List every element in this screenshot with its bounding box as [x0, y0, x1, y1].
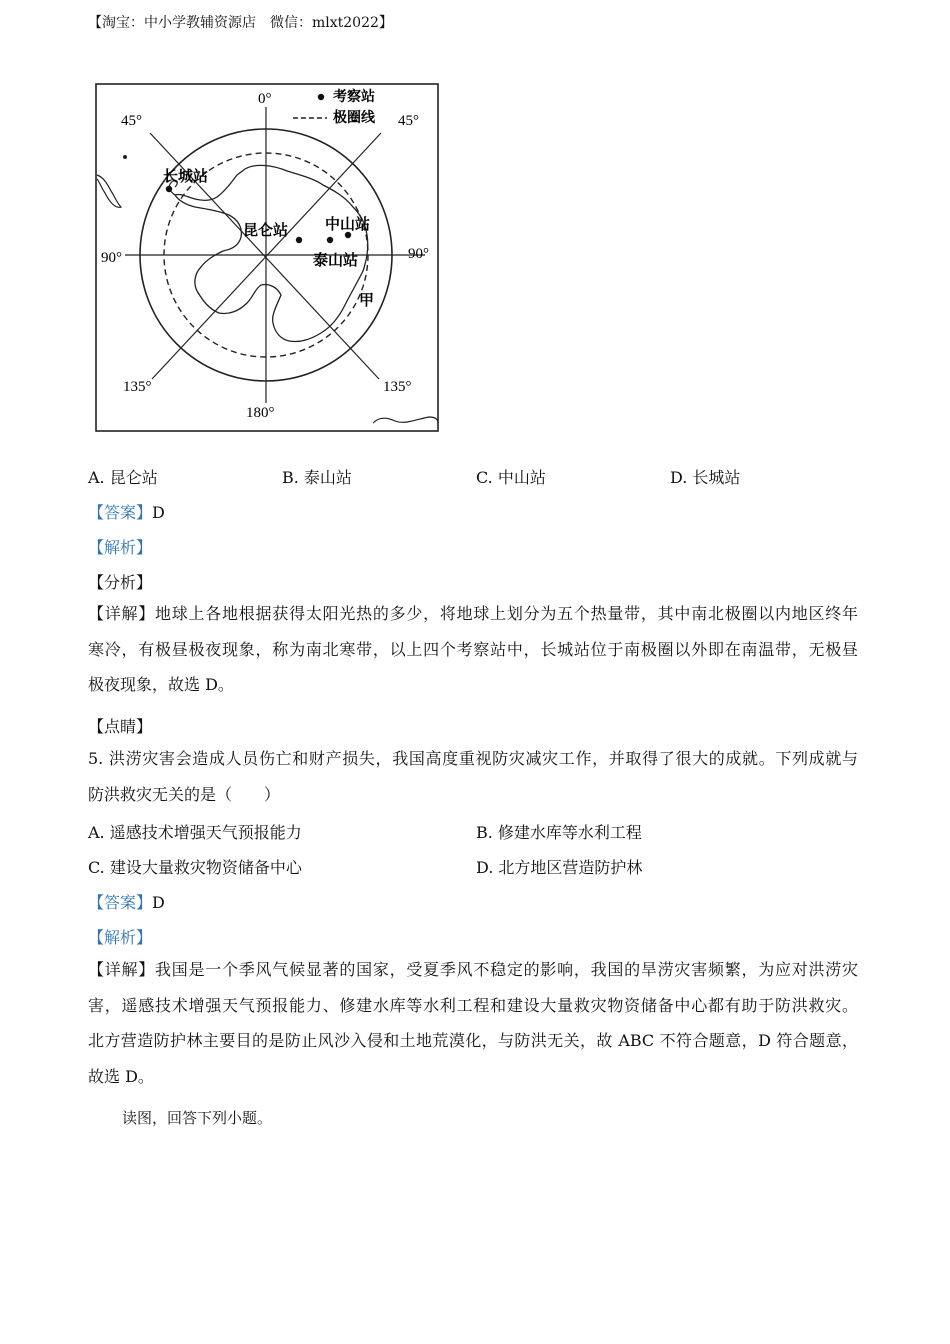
q5-answer-label: 【答案】 — [88, 893, 153, 912]
q5-detail-line-1: 【详解】我国是一个季风气候显著的国家，受夏季风不稳定的影响，我国的旱涝灾害频繁，为应对洪涝灾 — [88, 960, 858, 979]
next-question-prompt: 读图，回答下列小题。 — [122, 1109, 273, 1127]
kunlun-label: 昆仑站 — [243, 221, 289, 239]
q4-option-c: C. 中山站 — [476, 468, 546, 487]
station-dot-changcheng — [166, 186, 172, 192]
q4-detail-line-3: 极夜现象，故选 D。 — [88, 675, 234, 694]
q5-option-d: D. 北方地区营造防护林 — [476, 858, 643, 877]
page-header: 【淘宝：中小学教辅资源店 微信：mlxt2022】 — [88, 15, 393, 31]
q4-dianjing-label: 【点睛】 — [88, 717, 153, 736]
lon-45-right-label: 45° — [398, 113, 419, 129]
antarctica-map — [95, 83, 439, 432]
station-dot-kunlun — [296, 237, 302, 243]
q4-analysis-label: 【解析】 — [88, 538, 153, 557]
legend-circle-label: 极圈线 — [333, 110, 375, 126]
lon-135-right-label: 135° — [383, 379, 412, 395]
lon-90-left-label: 90° — [101, 250, 122, 266]
q5-analysis-label: 【解析】 — [88, 928, 153, 947]
taishan-label: 泰山站 — [313, 251, 359, 269]
legend-station-label: 考察站 — [333, 89, 375, 105]
q4-detail-line-2: 寒冷，有极昼极夜现象，称为南北寒带，以上四个考察站中，长城站位于南极圈以外即在南温带，无极昼 — [88, 639, 858, 659]
q5-stem-line-2: 防洪救灾无关的是（ ） — [88, 784, 281, 804]
lon-0-label: 0° — [258, 91, 272, 107]
q4-fenxi-label: 【分析】 — [88, 573, 153, 592]
lon-180-label: 180° — [246, 405, 275, 421]
zhongshan-label: 中山站 — [325, 215, 371, 233]
lon-45-left-label: 45° — [121, 113, 142, 129]
q4-option-d: D. 长城站 — [670, 468, 741, 487]
q4-option-b: B. 泰山站 — [282, 468, 352, 487]
q5-stem — [88, 741, 858, 812]
q5-detail-line-3: 北方营造防护林主要目的是防止风沙入侵和土地荒漠化，与防洪无关，故 ABC 不符合题意，D 符合题意， — [88, 1031, 858, 1050]
q5-stem-line-1: 5. 洪涝灾害会造成人员伤亡和财产损失，我国高度重视防灾减灾工作，并取得了很大的成就。下列成就与 — [88, 749, 858, 768]
q4-detail — [88, 596, 858, 703]
station-dot-taishan — [327, 237, 333, 243]
q4-answer-label: 【答案】 — [88, 503, 153, 522]
lon-135-left-label: 135° — [123, 379, 152, 395]
q5-option-b: B. 修建水库等水利工程 — [476, 823, 642, 842]
q5-detail — [88, 952, 858, 1094]
q4-detail-line-1: 【详解】地球上各地根据获得太阳光热的多少，将地球上划分为五个热量带，其中南北极圈以内地区终年 — [88, 604, 858, 623]
q5-detail-line-4: 故选 D。 — [88, 1066, 154, 1086]
q5-option-c: C. 建设大量救灾物资储备中心 — [88, 858, 302, 877]
q5-option-a: A. 遥感技术增强天气预报能力 — [88, 823, 302, 842]
q5-answer — [88, 890, 165, 913]
q4-answer-value: D — [152, 503, 165, 522]
q4-answer — [88, 500, 165, 523]
q4-option-a: A. 昆仑站 — [88, 468, 158, 487]
legend-station-dot — [318, 94, 324, 100]
jia-label: 甲 — [359, 291, 375, 309]
q5-detail-line-2: 害，遥感技术增强天气预报能力、修建水库等水利工程和建设大量救灾物资储备中心都有助于防洪救灾。 — [88, 995, 858, 1015]
lon-90-right-label: 90° — [408, 246, 429, 262]
q5-answer-value: D — [152, 893, 165, 912]
changcheng-label: 长城站 — [163, 167, 209, 185]
